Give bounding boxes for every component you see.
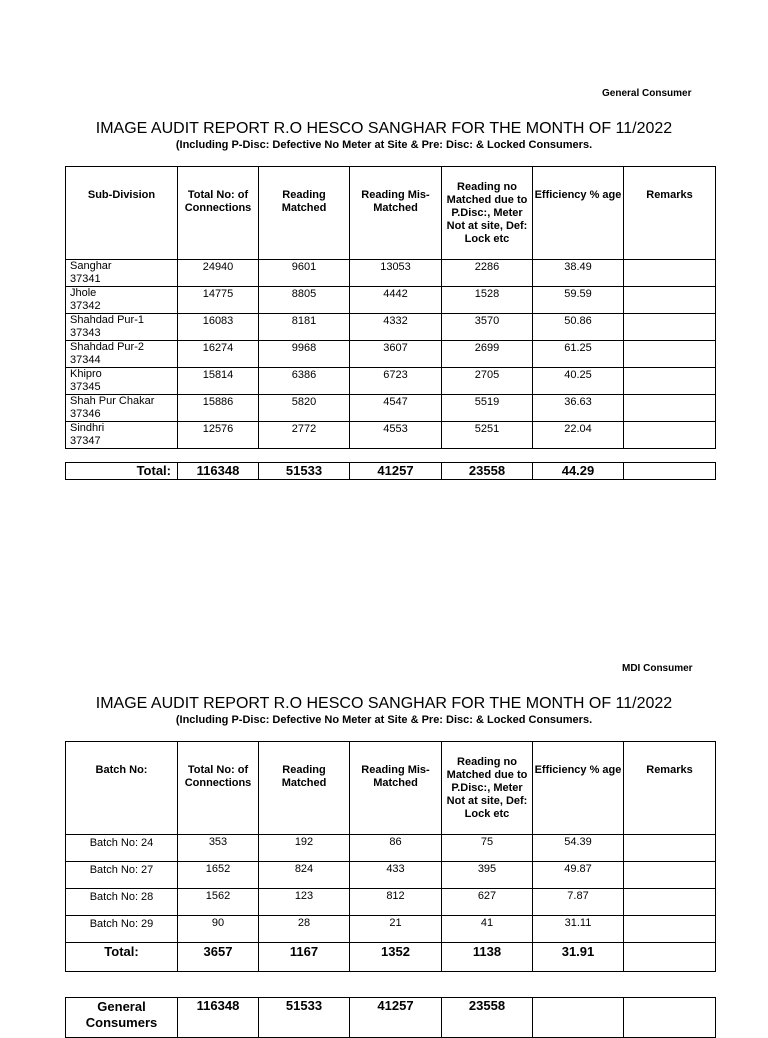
total-cell: 14775	[178, 287, 259, 314]
mdi-consumer-table	[65, 741, 716, 972]
summary-matched: 51533	[259, 998, 350, 1038]
table-row	[66, 368, 716, 395]
batch-cell: Batch No: 27	[66, 862, 178, 889]
matched-cell: 5820	[259, 395, 350, 422]
remarks-cell	[624, 314, 716, 341]
general-consumer-table	[65, 166, 716, 449]
mismatched-cell: 812	[350, 889, 442, 916]
col-header-reading-mismatched: Reading Mis-Matched	[350, 167, 442, 260]
col-header-reading-no-match: Reading no Matched due to P.Disc:, Meter Not at site, Def: Lock etc	[442, 742, 533, 835]
sub-division-cell: Shahdad Pur-2 37344	[66, 341, 178, 368]
total-cell: 90	[178, 916, 259, 943]
remarks-cell	[624, 916, 716, 943]
table-row	[66, 287, 716, 314]
total-label: Total:	[66, 943, 178, 972]
total-label: Total:	[66, 463, 178, 480]
no-match-cell: 75	[442, 835, 533, 862]
sub-division-cell: Shah Pur Chakar 37346	[66, 395, 178, 422]
table-row	[66, 260, 716, 287]
efficiency-cell: 7.87	[533, 889, 624, 916]
no-match-cell: 1528	[442, 287, 533, 314]
no-match-cell: 2286	[442, 260, 533, 287]
total-connections-sum: 116348	[178, 463, 259, 480]
col-header-efficiency: Efficiency % age	[533, 167, 624, 260]
mismatched-cell: 21	[350, 916, 442, 943]
matched-cell: 28	[259, 916, 350, 943]
table-row	[66, 341, 716, 368]
total-matched-sum: 1167	[259, 943, 350, 972]
efficiency-cell: 61.25	[533, 341, 624, 368]
efficiency-cell: 54.39	[533, 835, 624, 862]
col-header-total-connections: Total No: of Connections	[178, 167, 259, 260]
batch-cell: Batch No: 28	[66, 889, 178, 916]
total-connections-sum: 3657	[178, 943, 259, 972]
mismatched-cell: 3607	[350, 341, 442, 368]
remarks-cell	[624, 368, 716, 395]
remarks-cell	[624, 422, 716, 449]
report-title: IMAGE AUDIT REPORT R.O HESCO SANGHAR FOR THE MONTH OF 11/2022	[95, 695, 673, 712]
total-remarks	[624, 943, 716, 972]
total-cell: 16274	[178, 341, 259, 368]
no-match-cell: 395	[442, 862, 533, 889]
total-mismatched-sum: 41257	[350, 463, 442, 480]
remarks-cell	[624, 287, 716, 314]
total-cell: 353	[178, 835, 259, 862]
category-label-mdi: MDI Consumer	[622, 663, 693, 674]
efficiency-cell: 38.49	[533, 260, 624, 287]
summary-row	[66, 998, 716, 1038]
no-match-cell: 2699	[442, 341, 533, 368]
table-row	[66, 835, 716, 862]
col-header-efficiency: Efficiency % age	[533, 742, 624, 835]
total-cell: 12576	[178, 422, 259, 449]
remarks-cell	[624, 862, 716, 889]
mismatched-cell: 4553	[350, 422, 442, 449]
table-header-row	[66, 167, 716, 260]
mismatched-cell: 4547	[350, 395, 442, 422]
total-cell: 15886	[178, 395, 259, 422]
table-row	[66, 916, 716, 943]
category-label-general: General Consumer	[602, 88, 692, 99]
mismatched-cell: 4332	[350, 314, 442, 341]
mismatched-cell: 13053	[350, 260, 442, 287]
total-matched-sum: 51533	[259, 463, 350, 480]
matched-cell: 6386	[259, 368, 350, 395]
matched-cell: 2772	[259, 422, 350, 449]
mismatched-cell: 86	[350, 835, 442, 862]
efficiency-cell: 50.86	[533, 314, 624, 341]
total-row	[66, 943, 716, 972]
mismatched-cell: 6723	[350, 368, 442, 395]
efficiency-cell: 59.59	[533, 287, 624, 314]
remarks-cell	[624, 835, 716, 862]
matched-cell: 9601	[259, 260, 350, 287]
table-row	[66, 422, 716, 449]
sub-division-cell: Sindhri 37347	[66, 422, 178, 449]
no-match-cell: 5251	[442, 422, 533, 449]
remarks-cell	[624, 341, 716, 368]
remarks-cell	[624, 395, 716, 422]
matched-cell: 192	[259, 835, 350, 862]
total-efficiency: 44.29	[533, 463, 624, 480]
summary-mismatched: 41257	[350, 998, 442, 1038]
no-match-cell: 3570	[442, 314, 533, 341]
matched-cell: 824	[259, 862, 350, 889]
total-cell: 15814	[178, 368, 259, 395]
summary-no-match: 23558	[442, 998, 533, 1038]
efficiency-cell: 36.63	[533, 395, 624, 422]
table-row	[66, 889, 716, 916]
col-header-remarks: Remarks	[624, 167, 716, 260]
summary-total-connections: 116348	[178, 998, 259, 1038]
summary-table	[65, 997, 716, 1038]
total-remarks	[624, 463, 716, 480]
total-no-match-sum: 1138	[442, 943, 533, 972]
general-consumer-total-table	[65, 462, 716, 480]
total-cell: 16083	[178, 314, 259, 341]
matched-cell: 8181	[259, 314, 350, 341]
total-cell: 24940	[178, 260, 259, 287]
col-header-reading-matched: Reading Matched	[259, 167, 350, 260]
summary-label: General Consumers	[66, 998, 178, 1038]
report-title: IMAGE AUDIT REPORT R.O HESCO SANGHAR FOR THE MONTH OF 11/2022	[95, 120, 673, 137]
col-header-reading-matched: Reading Matched	[259, 742, 350, 835]
no-match-cell: 627	[442, 889, 533, 916]
col-header-sub-division: Sub-Division	[66, 167, 178, 260]
remarks-cell	[624, 889, 716, 916]
sub-division-cell: Khipro 37345	[66, 368, 178, 395]
table-row	[66, 862, 716, 889]
summary-remarks	[624, 998, 716, 1038]
col-header-total-connections: Total No: of Connections	[178, 742, 259, 835]
report-subtitle: (Including P-Disc: Defective No Meter at Site & Pre: Disc: & Locked Consumers.	[175, 139, 593, 151]
col-header-batch-no: Batch No:	[66, 742, 178, 835]
total-efficiency: 31.91	[533, 943, 624, 972]
remarks-cell	[624, 260, 716, 287]
table-header-row	[66, 742, 716, 835]
sub-division-cell: Shahdad Pur-1 37343	[66, 314, 178, 341]
total-no-match-sum: 23558	[442, 463, 533, 480]
batch-cell: Batch No: 24	[66, 835, 178, 862]
col-header-remarks: Remarks	[624, 742, 716, 835]
efficiency-cell: 40.25	[533, 368, 624, 395]
total-cell: 1652	[178, 862, 259, 889]
matched-cell: 9968	[259, 341, 350, 368]
efficiency-cell: 31.11	[533, 916, 624, 943]
matched-cell: 123	[259, 889, 350, 916]
batch-cell: Batch No: 29	[66, 916, 178, 943]
efficiency-cell: 22.04	[533, 422, 624, 449]
mismatched-cell: 433	[350, 862, 442, 889]
report-subtitle: (Including P-Disc: Defective No Meter at Site & Pre: Disc: & Locked Consumers.	[175, 714, 593, 726]
matched-cell: 8805	[259, 287, 350, 314]
no-match-cell: 41	[442, 916, 533, 943]
total-row	[66, 463, 716, 480]
efficiency-cell: 49.87	[533, 862, 624, 889]
sub-division-cell: Sanghar 37341	[66, 260, 178, 287]
table-row	[66, 395, 716, 422]
summary-efficiency	[533, 998, 624, 1038]
no-match-cell: 5519	[442, 395, 533, 422]
col-header-reading-no-match: Reading no Matched due to P.Disc:, Meter Not at site, Def: Lock etc	[442, 167, 533, 260]
sub-division-cell: Jhole 37342	[66, 287, 178, 314]
total-cell: 1562	[178, 889, 259, 916]
col-header-reading-mismatched: Reading Mis-Matched	[350, 742, 442, 835]
no-match-cell: 2705	[442, 368, 533, 395]
total-mismatched-sum: 1352	[350, 943, 442, 972]
mismatched-cell: 4442	[350, 287, 442, 314]
table-row	[66, 314, 716, 341]
